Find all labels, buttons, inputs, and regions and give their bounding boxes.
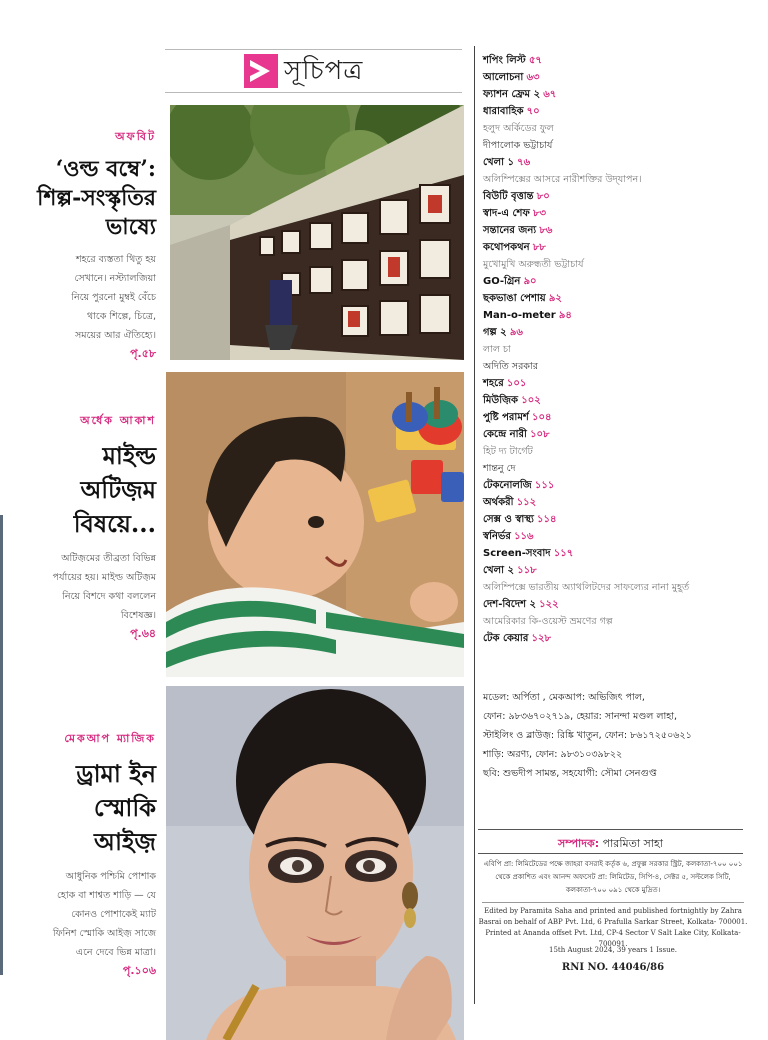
- model-portrait-photo: [166, 686, 464, 1040]
- story-page-link[interactable]: পৃ.১০৬: [122, 964, 156, 977]
- contents-subtitle: মুখোমুখি অরুন্ধতী ভট্টাচার্য: [483, 259, 584, 270]
- imprint-english: Edited by Paramita Saha and printed and published fortnightly by Zahra Basrai on behalf of ABP Pvt. Ltd, 6 Prafulla Sarkar Street, Kolkata- 700001. Printed at Ananda offset Pvt. Ltd, CP-4 Sector V Salt Lake City, Kolkata- 700091.: [478, 907, 748, 948]
- editor-line: [478, 835, 743, 854]
- story-page-link[interactable]: পৃ.৫৮: [130, 347, 156, 360]
- contents-entry[interactable]: স্বনির্ভর ১১৬: [483, 531, 534, 542]
- imprint-rule: [482, 902, 744, 903]
- contents-entry[interactable]: Screen-সংবাদ ১১৭: [483, 548, 574, 559]
- contents-entry[interactable]: গল্প ২ ৯৬: [483, 327, 523, 338]
- contents-entry[interactable]: টেক কেয়ার ১২৮: [483, 633, 551, 644]
- contents-entry[interactable]: মিউজ়িক ১০২: [483, 395, 541, 406]
- magazine-logo-icon: [244, 54, 278, 88]
- story-kicker: অফবিট: [115, 130, 156, 143]
- contents-entry[interactable]: GO-গ্রিন ৯০: [483, 276, 537, 287]
- contents-entry[interactable]: টেকনোলজি ১১১: [483, 480, 555, 491]
- story-blurb: শহরে ব্যস্ততা থিতু হয় সেখানে। নস্ট্যালজিয়া নিয়ে পুরনো মুম্বই বেঁচে থাকে শিল্পে, চিত্রে, সময়ের আর ঐতিহ্যে।: [71, 254, 156, 341]
- contents-entry[interactable]: আলোচনা ৬৩: [483, 72, 540, 83]
- credit-line: শাড়ি: অরণ্য, ফোন: ৯৮৩১০৩৯৮২২: [483, 749, 623, 760]
- editor-top-rule: [478, 829, 743, 830]
- contents-entry[interactable]: সন্তানের জন্য ৮৬: [483, 225, 553, 236]
- credit-line: মডেল: অর্পিতা , মেকআপ: অভিজিৎ পাল,: [483, 692, 645, 703]
- contents-entry[interactable]: খেলা ১ ৭৬: [483, 157, 531, 168]
- contents-subtitle: অলিম্পিক্সে ভারতীয় অ্যাথলিটদের সাফল্যের নানা মুহূর্ত: [483, 582, 690, 593]
- contents-subtitle: লাল চা: [483, 344, 511, 355]
- contents-entry[interactable]: ফ্যাশন ফ্রেম ২ ৬৭: [483, 89, 557, 100]
- credit-line: ছবি: শুভদীপ সামন্ত, সহযোগী: সৌমা সেনগুপ্ত: [483, 768, 657, 779]
- contents-list: [483, 52, 763, 647]
- column-divider: [474, 46, 475, 1004]
- contents-author: দীপালোক ভট্টাচার্য: [483, 140, 553, 151]
- story-kicker: অর্ধেক আকাশ: [80, 414, 156, 427]
- editor-name: পারমিতা সাহা: [602, 837, 663, 850]
- story-blurb: অটিজ়মের তীব্রতা বিভিন্ন পর্যায়ের হয়। মাইল্ড অটিজ়ম নিয়ে বিশদে কথা বললেন বিশেষজ্ঞ।: [52, 553, 156, 621]
- issue-info: 15th August 2024, 39 years 1 Issue.: [549, 946, 677, 954]
- street-gallery-photo: [170, 105, 464, 360]
- contents-author: শান্তনু দে: [483, 463, 516, 474]
- story-ardhek-akash[interactable]: [53, 412, 156, 644]
- contents-entry[interactable]: কথোপকথন ৮৮: [483, 242, 546, 253]
- page-edge-strip: [0, 515, 3, 975]
- header-bottom-rule: [165, 92, 462, 93]
- contents-entry[interactable]: Man-o-meter ৯৪: [483, 310, 572, 321]
- contents-entry[interactable]: ছকভাঙা পেশায় ৯২: [483, 293, 562, 304]
- contents-entry[interactable]: শপিং লিস্ট ৫৭: [483, 55, 542, 66]
- story-headline: মাইল্ড অটিজ়ম বিষয়ে...: [73, 441, 156, 538]
- rni-number: RNI NO. 44046/86: [561, 962, 665, 973]
- contents-entry[interactable]: ধারাবাহিক ৭০: [483, 106, 540, 117]
- contents-entry[interactable]: দেশ-বিদেশ ২ ১২২: [483, 599, 559, 610]
- story-blurb: আধুনিক পশ্চিমি পোশাক হোক বা শাশ্বত শাড়ি — যে কোনও পোশাকেই ম্যাট ফিনিশ স্মোকি আইজ় সাজে এনে দেবে ভিন্ন মাত্রা।: [52, 871, 156, 958]
- credit-line: স্টাইলিং ও ব্লাউজ়: রিঙ্কি খাতুন, ফোন: ৮৬১৭২৫০৬২১: [483, 730, 692, 741]
- imprint-bengali: এবিপি প্রা: লিমিটেডের পক্ষে জাহরা বসরাই কর্তৃক ৬, প্রফুল্ল সরকার স্ট্রিট, কলকাতা-৭০০ ০০১ থেকে প্রকাশিত এবং আনন্দ অফসেট প্রা: লিমিটেড, সিপি-৪, সেক্টর ৫, সল্টলেক সিটি, কলকাতা-৭০০ ০৯১ থেকে মুদ্রিত।: [483, 860, 743, 894]
- header-top-rule: [165, 49, 462, 50]
- contents-subtitle: হিট দ্য টার্গেট: [483, 446, 533, 457]
- editor-label: সম্পাদক:: [558, 837, 600, 850]
- contents-entry[interactable]: শহরে ১০১: [483, 378, 527, 389]
- story-makeup-magic[interactable]: [53, 730, 156, 981]
- story-page-link[interactable]: পৃ.৬৪: [130, 627, 156, 640]
- contents-entry[interactable]: কেন্দ্রে নারী ১০৮: [483, 429, 550, 440]
- story-headline: ড্রামা ইন স্মোকি আইজ়: [75, 759, 156, 856]
- contents-entry[interactable]: স্বাদ-এ শেফ ৮৩: [483, 208, 546, 219]
- story-headline: ‘ওল্ড বম্বে’: শিল্প-সংস্কৃতির ভাষ্যে: [37, 156, 156, 240]
- cover-credits: [483, 688, 763, 783]
- contents-author: অদিতি সরকার: [483, 361, 538, 372]
- contents-entry[interactable]: অর্থকরী ১১২: [483, 497, 537, 508]
- credit-line: ফোন: ৯৮৩৬৭০২৭১৯, হেয়ার: সানন্দা মণ্ডল লাহা,: [483, 711, 677, 722]
- contents-entry[interactable]: খেলা ২ ১১৮: [483, 565, 537, 576]
- contents-subtitle: আমেরিকার কি-ওয়েস্ট ভ্রমণের গল্প: [483, 616, 613, 627]
- page-title: সূচিপত্র: [284, 56, 364, 86]
- contents-entry[interactable]: পুষ্টি পরামর্শ ১০৪: [483, 412, 552, 423]
- story-kicker: মেকআপ ম্যাজিক: [64, 732, 156, 745]
- story-offbeat[interactable]: [37, 128, 156, 364]
- contents-subtitle: হলুদ অর্কিডের ফুল: [483, 123, 554, 134]
- editor-bottom-rule: [478, 853, 743, 854]
- contents-subtitle: অলিম্পিক্সের আসরে নারীশক্তির উদ্‌যাপন।: [483, 174, 642, 185]
- contents-entry[interactable]: বিউটি বৃত্তান্ত ৮০: [483, 191, 550, 202]
- child-playing-photo: [166, 372, 464, 677]
- contents-entry[interactable]: সেক্স ও স্বাস্থ্য ১১৪: [483, 514, 557, 525]
